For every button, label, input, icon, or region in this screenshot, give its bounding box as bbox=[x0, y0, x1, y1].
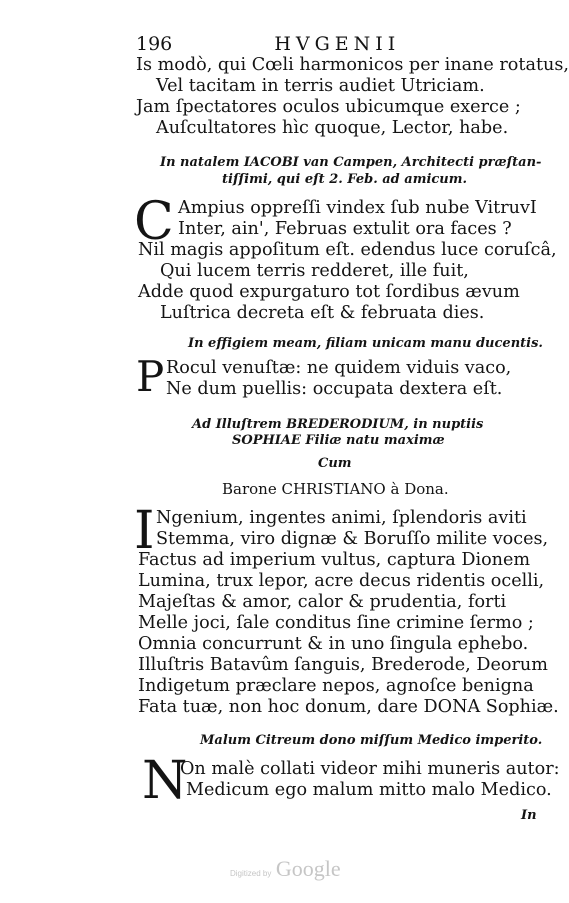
poem-title: In effigiem meam, filiam unicam manu ducentis. bbox=[188, 336, 543, 351]
poem-title: In natalem IACOBI van Campen, Architecti præſtan- bbox=[160, 155, 542, 170]
drop-cap: I bbox=[134, 501, 155, 561]
verse-line: Indigetum præclare nepos, agnoſce benigna bbox=[138, 676, 534, 696]
watermark-logo-text: Google bbox=[275, 856, 341, 881]
verse-line: Nil magis appoſitum eſt. edendus luce coruſcâ, bbox=[138, 240, 557, 260]
verse-line: Illuſtris Batavûm ſanguis, Brederode, Deorum bbox=[138, 655, 548, 675]
verse-line: Luſtrica decreta eſt & februata dies. bbox=[160, 303, 485, 323]
verse-line: Factus ad imperium vultus, captura Dionem bbox=[138, 550, 531, 570]
verse-line: Inter, ain', Februas extulit ora faces ? bbox=[178, 219, 512, 239]
running-head bbox=[136, 33, 400, 55]
catchword: In bbox=[521, 808, 537, 823]
poem-title: tiſſimi, qui eſt 2. Feb. ad amicum. bbox=[222, 172, 468, 187]
poem-title: Cum bbox=[318, 456, 352, 471]
verse-line: Ampius oppreſſi vindex ſub nube VitruvI bbox=[178, 198, 537, 218]
watermark-small-text: Digitized by bbox=[230, 869, 272, 878]
running-title: HVGENII bbox=[274, 33, 401, 55]
verse-line: Auſcultatores hìc quoque, Lector, habe. bbox=[156, 118, 509, 138]
verse-line: Vel tacitam in terris audiet Utriciam. bbox=[156, 76, 485, 96]
verse-line: Fata tuæ, non hoc donum, dare DONA Sophiæ. bbox=[138, 697, 559, 717]
verse-line: Is modò, qui Cœli harmonicos per inane rotatus, bbox=[136, 55, 569, 75]
poem-dedication: Barone CHRISTIANO à Dona. bbox=[222, 480, 449, 498]
poem-title: SOPHIAE Filiæ natu maximæ bbox=[232, 433, 445, 448]
verse-line: Medicum ego malum mitto malo Medico. bbox=[186, 780, 552, 800]
google-watermark bbox=[230, 856, 341, 882]
verse-line: Majeſtas & amor, calor & prudentia, forti bbox=[138, 592, 507, 612]
drop-cap: N bbox=[142, 751, 188, 811]
verse-line: Omnia concurrunt & in uno ſingula ephebo. bbox=[138, 634, 529, 654]
drop-cap: P bbox=[136, 352, 165, 401]
verse-line: Ngenium, ingentes animi, ſplendoris aviti bbox=[156, 508, 527, 528]
verse-line: Adde quod expurgaturo tot ſordibus ævum bbox=[138, 282, 520, 302]
poem-title: Ad Illuſtrem BREDERODIUM, in nuptiis bbox=[192, 417, 484, 432]
verse-line: Jam ſpectatores oculos ubicumque exerce ; bbox=[136, 97, 521, 117]
verse-line: Rocul venuſtæ: ne quidem viduis vaco, bbox=[166, 358, 512, 378]
verse-line: Stemma, viro dignæ & Boruſſo milite voces, bbox=[156, 529, 549, 549]
page-number: 196 bbox=[136, 33, 173, 55]
poem-title: Malum Citreum dono miſſum Medico imperito. bbox=[200, 733, 543, 748]
verse-line: Ne dum puellis: occupata dextera eſt. bbox=[166, 379, 503, 399]
verse-line: Melle joci, ſale conditus ſine crimine ſermo ; bbox=[138, 613, 534, 633]
verse-line: Lumina, trux lepor, acre decus ridentis ocelli, bbox=[138, 571, 545, 591]
verse-line: Qui lucem terris redderet, ille fuit, bbox=[160, 261, 469, 281]
verse-line: On malè collati videor mihi muneris autor: bbox=[180, 759, 560, 779]
drop-cap: C bbox=[134, 192, 174, 252]
